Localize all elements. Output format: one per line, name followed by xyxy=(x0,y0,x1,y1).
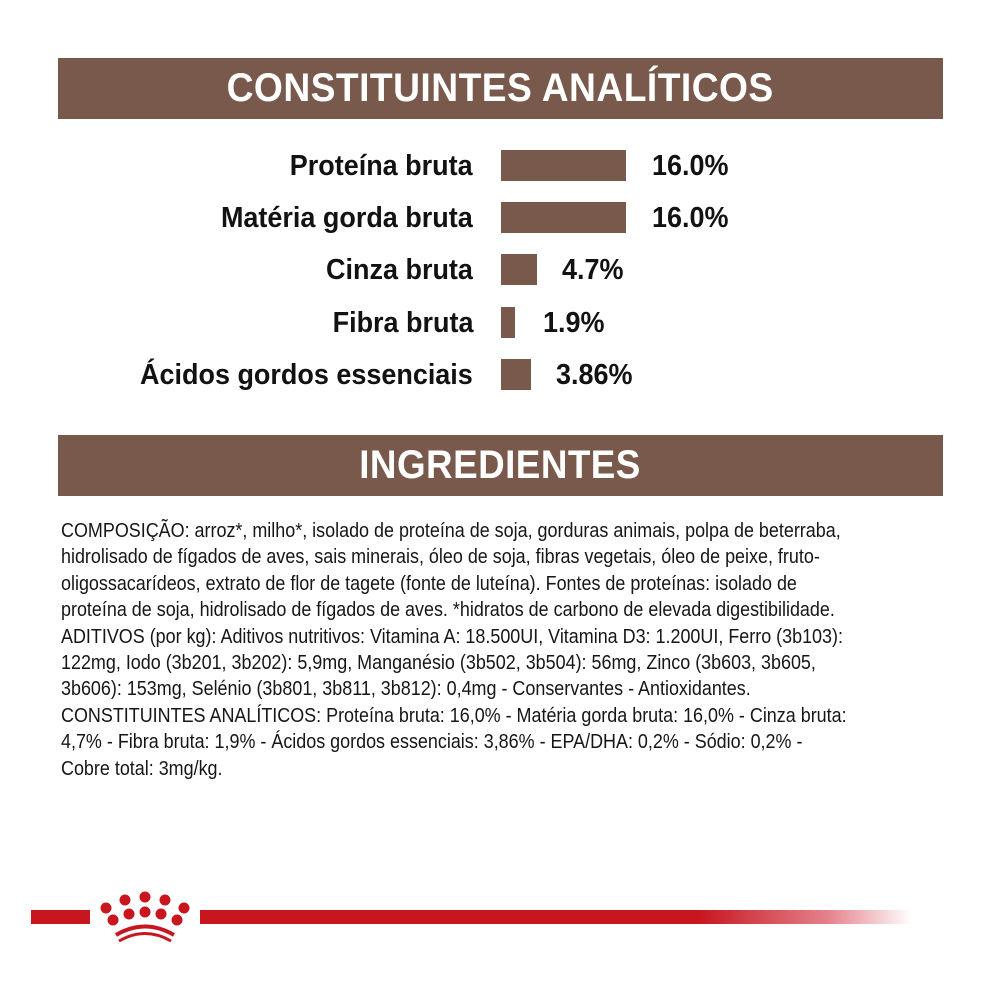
analytics-row-protein xyxy=(0,150,1000,181)
ingredients-line: oligossacarídeos, extrato de flor de tagete (fonte de luteína). Fontes de proteínas: isolado de xyxy=(61,571,797,595)
row-value: 16.0% xyxy=(652,202,729,234)
analytics-row-ash xyxy=(0,254,1000,285)
row-value: 3.86% xyxy=(556,359,633,391)
brand-line-right xyxy=(200,910,912,924)
analytics-row-fat xyxy=(0,202,1000,233)
analytics-header xyxy=(58,58,943,119)
ingredients-line: 3b606): 153mg, Selénio (3b801, 3b811, 3b812): 0,4mg - Conservantes - Antioxidantes. xyxy=(61,677,751,701)
ingredients-line: COMPOSIÇÃO: arroz*, milho*, isolado de proteína de soja, gorduras animais, polpa de beterraba, xyxy=(61,519,841,542)
ingredients-line: ADITIVOS (por kg): Aditivos nutritivos: Vitamina A: 18.500UI, Vitamina D3: 1.200UI, Ferro (3b103): xyxy=(61,624,843,648)
row-bar xyxy=(501,359,531,390)
row-bar xyxy=(501,202,626,233)
ingredients-text xyxy=(61,518,961,782)
row-label: Cinza bruta xyxy=(326,254,473,286)
ingredients-title: INGREDIENTES xyxy=(359,443,642,487)
ingredients-line: Cobre total: 3mg/kg. xyxy=(61,756,223,780)
ingredients-header xyxy=(58,435,943,496)
ingredients-line: 4,7% - Fibra bruta: 1,9% - Ácidos gordos essenciais: 3,86% - EPA/DHA: 0,2% - Sódio: 0,2% - xyxy=(61,730,803,754)
row-value: 4.7% xyxy=(562,254,624,286)
ingredients-line: proteína de soja, hidrolisado de fígados de aves. *hidratos de carbono de elevada digestibilidade. xyxy=(61,598,835,622)
row-label: Fibra bruta xyxy=(332,307,473,339)
row-bar xyxy=(501,307,515,338)
row-label: Ácidos gordos essenciais xyxy=(140,359,473,391)
analytics-row-fibre xyxy=(0,307,1000,338)
analytics-title: CONSTITUINTES ANALÍTICOS xyxy=(226,66,775,110)
row-bar xyxy=(501,254,537,285)
row-bar xyxy=(501,150,626,181)
ingredients-line: 122mg, Iodo (3b201, 3b202): 5,9mg, Manganésio (3b502, 3b504): 56mg, Zinco (3b603, 3b605, xyxy=(61,650,816,674)
row-value: 16.0% xyxy=(652,150,729,182)
row-value: 1.9% xyxy=(543,307,605,339)
ingredients-line: hidrolisado de fígados de aves, sais minerais, óleo de soja, fibras vegetais, óleo de peixe, fruto- xyxy=(61,545,820,569)
brand-line-left xyxy=(31,910,90,924)
analytics-row-essential-fatty-acids xyxy=(0,359,1000,390)
crown-icon xyxy=(96,888,196,948)
ingredients-line: CONSTITUINTES ANALÍTICOS: Proteína bruta: 16,0% - Matéria gorda bruta: 16,0% - Cinza bruta: xyxy=(61,703,847,727)
row-label: Matéria gorda bruta xyxy=(221,202,473,234)
row-label: Proteína bruta xyxy=(290,150,473,182)
